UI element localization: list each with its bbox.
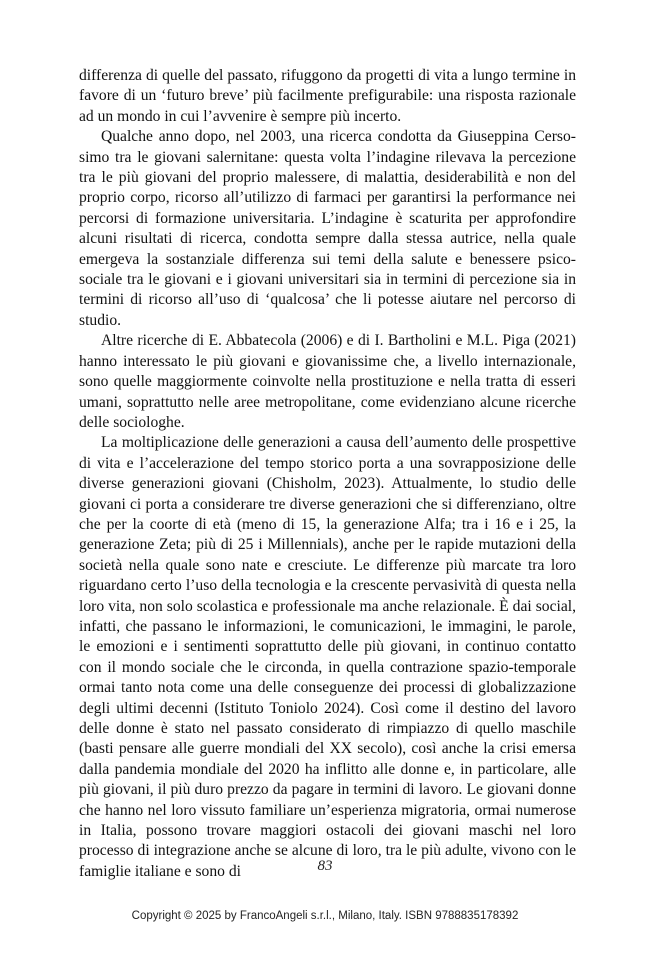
page-number: 83 (317, 858, 333, 874)
paragraph-continued: differenza di quelle del passato, rifuggono da progetti di vita a lungo termine in favore di un ‘futuro breve’ più facilmente prefigurabile: una risposta razionale ad un mondo in cui l’avvenire è sempre più incerto. (79, 67, 576, 125)
paragraph-other-research: Altre ricerche di E. Abbatecola (2006) e di I. Bartholini e M.L. Piga (2021) hanno interessato le più giovani e giovanissime che, a livello internazionale, sono quelle maggiormente coinvolte nella prostituzione e nella tratta di esseri umani, soprattutto nelle aree metropolitane, come evidenziano alcune ricerche delle sociologhe. (79, 332, 576, 431)
paragraph-generations: La moltiplicazione delle generazioni a causa dell’aumento delle prospettive di vita e l’accelerazione del tempo storico porta a una sovrapposizione delle diverse generazioni giovani (Chisholm, 2023). Attualmente, lo studio delle giovani ci porta a considerare tre diverse generazioni che si differenziano, oltre che per la coorte di età (meno di 15, la generazione Alfa; tra i 16 e i 25, la generazione Zeta; più di 25 i Millennials), anche per le rapide mutazioni della società nella quale sono nate e cresciute. Le differenze più marcate tra loro riguardano certo l’uso della tecnologia e la crescente pervasività di questa nella loro vita, non solo scolastica e professionale ma anche relazionale. È dai social, infatti, che passano le informazioni, le comunicazioni, le immagini, le parole, le emozioni e i sentimenti soprattutto delle più giovani, in continuo contatto con il mondo sociale che le circonda, in quella contrazione spazio-temporale ormai tanto nota come una delle conseguenze dei processi di globalizzazione degli ultimi decenni (Istituto Toniolo 2024). Così come il destino del lavoro delle donne è stato nel passato considerato di rimpiazzo di quello maschile (basti pensare alle guerre mondiali del XX secolo), così anche la crisi emersa dalla pandemia mondiale del 2020 ha inflitto alle donne e, in particolare, alle più giovani, il più duro prezzo da pagare in termini di lavoro. Le giovani donne che hanno nel loro vissuto familiare un’esperienza migratoria, ormai numerose in Italia, possono trovare maggiori ostacoli dei giovani maschi nel loro processo di integrazione anche se alcune di loro, tra le più adulte, vivono con le famiglie italiane e sono di (79, 434, 576, 880)
copyright-notice: Copyright © 2025 by FrancoAngeli s.r.l., Milano, Italy. ISBN 9788835178392 (131, 910, 519, 922)
page-body-text (79, 66, 576, 882)
paragraph-cersosimo-research: Qualche anno dopo, nel 2003, una ricerca condotta da Giuseppina Cersosimo tra le giovani salernitane: questa volta l’indagine rilevava la percezione tra le più giovani del proprio malessere, di malattia, desiderabilità e non del proprio corpo, ricorso all’utilizzo di farmaci per garantirsi la performance nei percorsi di formazione universitaria. L’indagine è scaturita per approfondire alcuni risultati di ricerca, condotta sempre dalla stessa autrice, nella quale emergeva la sostanziale differenza sui temi della salute e benessere psico-sociale tra le giovani e i giovani universitari sia in termini di percezione sia in termini di ricorso all’uso di ‘qualcosa’ che li potesse aiutare nel percorso di studio. (79, 128, 576, 329)
